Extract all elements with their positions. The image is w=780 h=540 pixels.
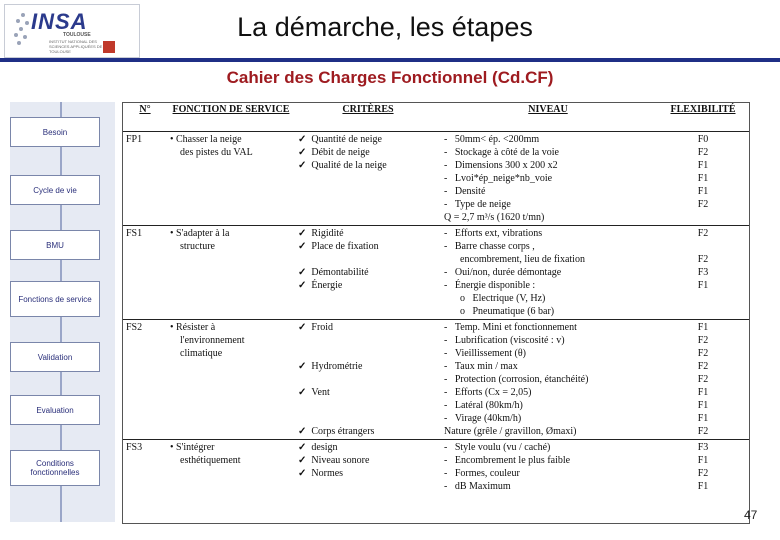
flex-value: F2: [697, 468, 709, 479]
nav-fonctions-de-service[interactable]: Fonctions de service: [10, 281, 100, 317]
row-niveau: [441, 440, 655, 495]
flex-value: F1: [697, 387, 709, 398]
niveau-line: - Encombrement le plus faible: [444, 454, 652, 467]
spacer: [298, 373, 438, 386]
flex-value: F2: [697, 147, 709, 158]
logo-institute: INSTITUT NATIONAL DES SCIENCES APPLIQUÉES DE TOULOUSE: [49, 39, 103, 54]
row-fonction: [167, 226, 295, 320]
flex-value: F2: [697, 335, 709, 346]
niveau-line: - Oui/non, durée démontage: [444, 266, 652, 279]
critere-line: ✓ Hydrométrie: [298, 360, 438, 373]
niveau-line: - Lubrification (viscosité : v): [444, 334, 652, 347]
critere-line: ✓ Froid: [298, 321, 438, 334]
flex-value: F2: [697, 361, 709, 372]
row-criteres: [295, 132, 441, 226]
critere-line: ✓ Qualité de la neige: [298, 159, 438, 172]
row-fonction: [167, 132, 295, 226]
critere-line: ✓ Quantité de neige: [298, 133, 438, 146]
niveau-line: - Stockage à côté de la voie: [444, 146, 652, 159]
critere-line: ✓ Démontabilité: [298, 266, 438, 279]
cdcf-table: [122, 102, 750, 524]
flex-value: F1: [697, 455, 709, 466]
row-flex: [655, 440, 750, 495]
logo-insa-text: INSA: [31, 9, 88, 34]
critere-line: ✓ Vent: [298, 386, 438, 399]
niveau-line: - Vieillissement (θ): [444, 347, 652, 360]
flex-value: F1: [697, 173, 709, 184]
niveau-line: - Taux min / max: [444, 360, 652, 373]
insa-logo: [4, 4, 140, 58]
niveau-line: - Protection (corrosion, étanchéité): [444, 373, 652, 386]
fonction-line: des pistes du VAL: [180, 147, 253, 158]
critere-line: ✓ Niveau sonore: [298, 454, 438, 467]
col-header-flexibilite: FLEXIBILITÉ: [655, 103, 750, 132]
flex-value: F3: [697, 267, 709, 278]
row-flex: [655, 320, 750, 440]
spacer: [298, 334, 438, 347]
row-flex: [655, 226, 750, 320]
niveau-subline: o Pneumatique (6 bar): [444, 305, 652, 318]
fonction-line: • Chasser la neige: [170, 133, 292, 146]
critere-line: ✓ Débit de neige: [298, 146, 438, 159]
row-num: FS3: [123, 440, 167, 495]
fonction-line: • S'intégrer: [170, 441, 292, 454]
niveau-line: - Barre chasse corps ,: [444, 240, 652, 253]
fonction-line: • S'adapter à la: [170, 227, 292, 240]
nav-conditions-fonctionnelles[interactable]: Conditions fonctionnelles: [10, 450, 100, 486]
logo-city: TOULOUSE: [63, 32, 91, 38]
spacer: [298, 253, 438, 266]
table-row: [123, 132, 750, 226]
flex-value: F1: [697, 280, 709, 291]
row-niveau: [441, 226, 655, 320]
critere-line: ✓ design: [298, 441, 438, 454]
col-header-num: N°: [123, 103, 167, 132]
spacer: [298, 399, 438, 412]
niveau-line: - Formes, couleur: [444, 467, 652, 480]
row-criteres: [295, 320, 441, 440]
title-rule: [0, 58, 780, 62]
flex-value: F3: [697, 442, 709, 453]
logo-dots-icon: [13, 11, 33, 51]
flex-value: F1: [697, 400, 709, 411]
row-num: FS1: [123, 226, 167, 320]
table-row: [123, 226, 750, 320]
flex-value: F2: [697, 254, 709, 265]
niveau-subline: o Electrique (V, Hz): [444, 292, 652, 305]
niveau-line: - Dimensions 300 x 200 x2: [444, 159, 652, 172]
spacer: [298, 412, 438, 425]
flex-value: F2: [697, 374, 709, 385]
flex-value: F2: [697, 199, 709, 210]
flex-value: F1: [697, 322, 709, 333]
spacer: [298, 347, 438, 360]
niveau-line: encombrement, lieu de fixation: [460, 254, 585, 265]
niveau-line: - Type de neige: [444, 198, 652, 211]
nav-besoin[interactable]: Besoin: [10, 117, 100, 147]
fonction-line: climatique: [180, 348, 223, 359]
row-criteres: [295, 226, 441, 320]
critere-line: ✓ Place de fixation: [298, 240, 438, 253]
niveau-line: - Lvoi*ép_neige*nb_voie: [444, 172, 652, 185]
flex-value: F2: [697, 228, 709, 239]
niveau-line: - Densité: [444, 185, 652, 198]
col-header-criteres: CRITÈRES: [295, 103, 441, 132]
subtitle: Cahier des Charges Fonctionnel (Cd.CF): [226, 68, 554, 87]
niveau-line: - Efforts ext, vibrations: [444, 227, 652, 240]
flex-value: F1: [697, 413, 709, 424]
niveau-line: - Temp. Mini et fonctionnement: [444, 321, 652, 334]
row-num: FS2: [123, 320, 167, 440]
table-row: [123, 320, 750, 440]
row-criteres: [295, 440, 441, 495]
critere-line: ✓ Énergie: [298, 279, 438, 292]
niveau-line: - Énergie disponible :: [444, 279, 652, 292]
fonction-line: esthétiquement: [180, 455, 241, 466]
page-number: 47: [744, 508, 758, 522]
row-fonction: [167, 440, 295, 495]
col-header-niveau: NIVEAU: [441, 103, 655, 132]
fonction-line: l'environnement: [180, 335, 245, 346]
flex-value: F1: [697, 160, 709, 171]
nav-cycle-de-vie[interactable]: Cycle de vie: [10, 175, 100, 205]
page-title: La démarche, les étapes: [237, 12, 533, 42]
table-header-row: [123, 103, 750, 132]
fonction-line: • Résister à: [170, 321, 292, 334]
niveau-line: - 50mm< ép. <200mm: [444, 133, 652, 146]
nav-bmu[interactable]: BMU: [10, 230, 100, 260]
flex-value: F2: [697, 426, 709, 437]
row-num: FP1: [123, 132, 167, 226]
niveau-extra: Q = 2,7 m³/s (1620 t/mn): [444, 212, 545, 223]
critere-line: ✓ Rigidité: [298, 227, 438, 240]
fonction-line: structure: [180, 241, 215, 252]
critere-line: ✓ Normes: [298, 467, 438, 480]
niveau-line: - Virage (40km/h): [444, 412, 652, 425]
flex-value: F2: [697, 348, 709, 359]
logo-red-mark: [103, 41, 115, 53]
niveau-line: - Latéral (80km/h): [444, 399, 652, 412]
niveau-extra: Nature (grêle / gravillon, Ømaxi): [444, 426, 577, 437]
flex-value: F1: [697, 186, 709, 197]
flex-value: F0: [697, 134, 709, 145]
niveau-line: - dB Maximum: [444, 480, 652, 493]
spacer: [658, 240, 748, 253]
row-fonction: [167, 320, 295, 440]
niveau-line: - Style voulu (vu / caché): [444, 441, 652, 454]
flex-value: F1: [697, 481, 709, 492]
nav-evaluation[interactable]: Evaluation: [10, 395, 100, 425]
nav-validation[interactable]: Validation: [10, 342, 100, 372]
row-niveau: [441, 320, 655, 440]
table-row: [123, 440, 750, 495]
critere-line: ✓ Corps étrangers: [298, 425, 438, 438]
col-header-fonction: FONCTION DE SERVICE: [167, 103, 295, 132]
row-flex: [655, 132, 750, 226]
niveau-line: - Efforts (Cx = 2,05): [444, 386, 652, 399]
row-niveau: [441, 132, 655, 226]
